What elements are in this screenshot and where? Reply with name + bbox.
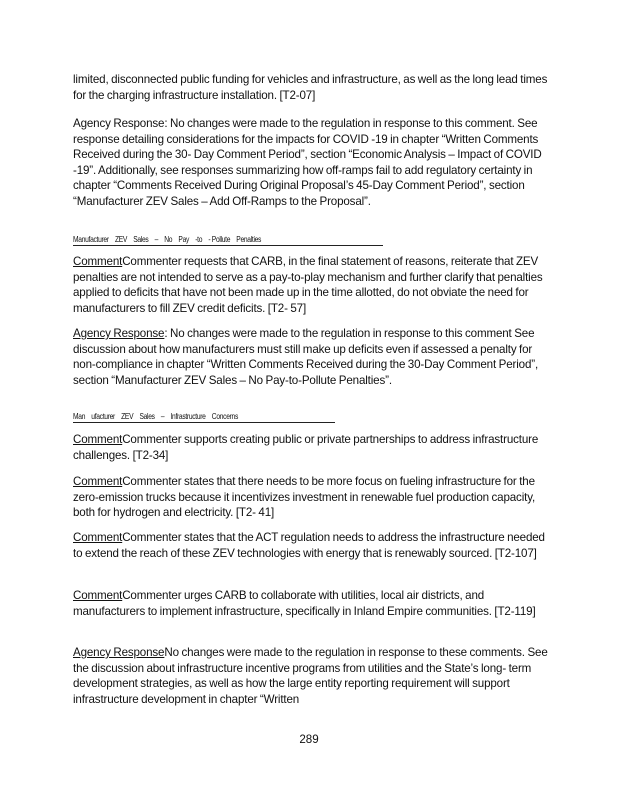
comment-paragraph xyxy=(73,530,548,561)
comment-label: Comment xyxy=(73,531,123,544)
paragraph-text: Commenter states that there needs to be more focus on fueling infrastructure for the zero-emission trucks because it incentivizes investment in renewable fuel production capacity, both for hydrogen and electricity. [T2- 41] xyxy=(73,475,536,520)
comment-label: Comment xyxy=(73,433,123,446)
comment-paragraph xyxy=(73,588,548,619)
section-heading: Manufacturer ZEV Sales – No Pay -to - Pollute Penalties xyxy=(73,234,262,244)
paragraph-text: No changes were made to the regulation in response to these comments. See the discussion about infrastructure incentive programs from utilities and the State’s long- term development strategies, as well as how the large entity reporting requirement will support infrastructure development in chapter “Written xyxy=(73,646,548,706)
agency-response-label: Agency Response xyxy=(73,117,165,130)
comment-paragraph xyxy=(73,254,548,316)
paragraph-text: Commenter states that the ACT regulation needs to address the infrastructure needed to extend the reach of these ZEV technologies with energy that is renewably sourced. [T2-107] xyxy=(73,531,545,560)
comment-label: Comment xyxy=(73,589,123,602)
paragraph-text: limited, disconnected public funding for vehicles and infrastructure, as well as the long lead times for the charging infrastructure installation. [T2-07] xyxy=(73,73,548,102)
page-number: 289 xyxy=(299,733,319,746)
agency-response-paragraph xyxy=(73,645,548,707)
agency-response-paragraph xyxy=(73,326,548,388)
section-heading-underline xyxy=(73,245,383,246)
paragraph-continuation xyxy=(73,72,548,103)
paragraph-text: Commenter supports creating public or private partnerships to address infrastructure challenges. [T2-34] xyxy=(73,433,539,462)
comment-label: Comment xyxy=(73,475,123,488)
paragraph-text: Commenter requests that CARB, in the final statement of reasons, reiterate that ZEV penalties are not intended to serve as a pay-to-play mechanism and further clarify that penalties applied to deficits that have not been made up in the time allotted, do not obviate the need for manufacturers to fill ZEV credit deficits. [T2- 57] xyxy=(73,255,543,315)
paragraph-text: : No changes were made to the regulation in response to this comment See discussion about how manufacturers must still make up deficits even if assessed a penalty for non-compliance in chapter “Written Comments Received during the 30-Day Comment Period”, section “Manufacturer ZEV Sales – No Pay-to-Pollute Penalties”. xyxy=(73,327,539,387)
paragraph-text: : No changes were made to the regulation in response to this comment. See response detailing considerations for the impacts for COVID -19 in chapter “Written Comments Received during the 30- Day Comment Period”, section “Economic Analysis – Impact of COVID -19”. Additionally, see responses summarizing how off-ramps fail to add regulatory certainty in chapter “Comments Received During Original Proposal’s 45-Day Comment Period”, section “Manufacturer ZEV Sales – Add Off-Ramps to the Proposal”. xyxy=(73,117,542,208)
paragraph-text: Commenter urges CARB to collaborate with utilities, local air districts, and manufacturers to implement infrastructure, specifically in Inland Empire communities. [T2-119] xyxy=(73,589,536,618)
comment-label: Comment xyxy=(73,255,123,268)
section-heading-underline xyxy=(73,422,335,423)
comment-paragraph xyxy=(73,432,548,463)
agency-response-label: Agency Response xyxy=(73,327,165,340)
section-heading: Man ufacturer ZEV Sales – Infrastructure Concerns xyxy=(73,411,238,421)
agency-response-label: Agency Response xyxy=(73,646,165,659)
comment-paragraph xyxy=(73,474,548,521)
agency-response-paragraph xyxy=(73,116,548,210)
